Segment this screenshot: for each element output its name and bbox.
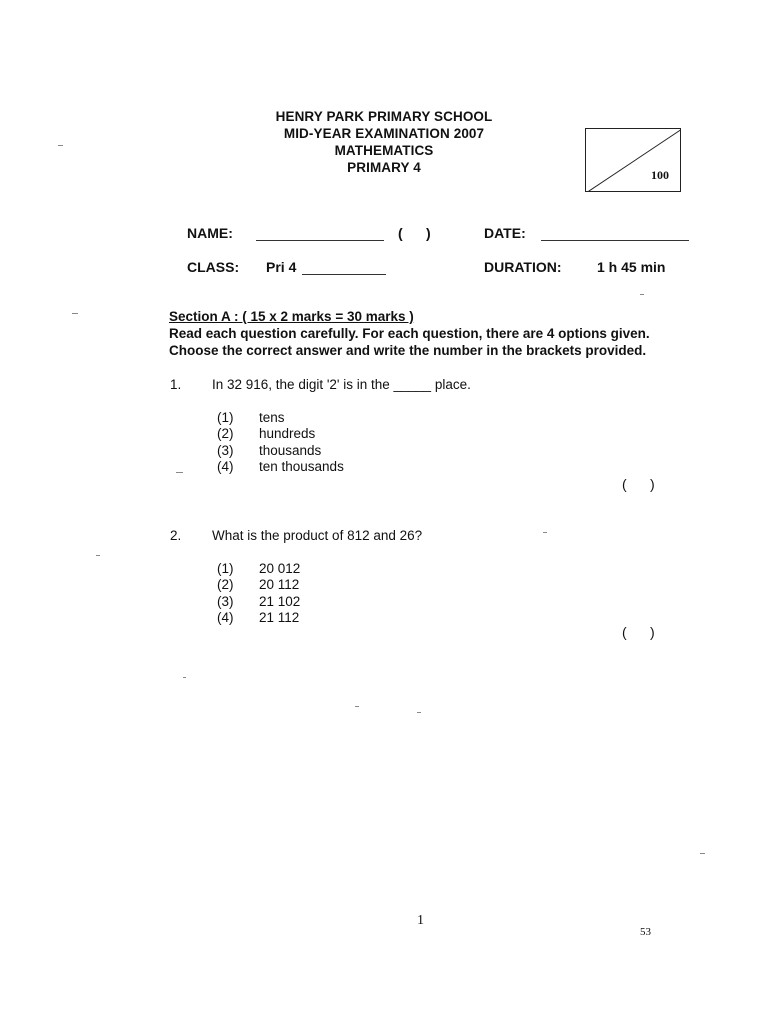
exam-title: MID-YEAR EXAMINATION 2007 [283, 126, 485, 141]
question-2-text: What is the product of 812 and 26? [212, 528, 423, 543]
scan-page-number: 53 [640, 926, 651, 938]
question-1-number: 1. [170, 377, 182, 392]
duration-value: 1 h 45 min [597, 259, 666, 275]
date-field[interactable] [541, 240, 689, 241]
scan-speck [700, 853, 705, 854]
q1-option-num: (2) [217, 426, 234, 441]
q1-option-num: (4) [217, 459, 234, 474]
q2-answer-bracket[interactable]: ( ) [622, 624, 655, 640]
school-name: HENRY PARK PRIMARY SCHOOL [275, 109, 493, 124]
q1-option-text: thousands [259, 443, 322, 458]
name-field[interactable] [256, 240, 384, 241]
q2-option-num: (4) [217, 610, 234, 625]
q1-option-text: tens [259, 410, 285, 425]
scan-speck [355, 706, 359, 707]
scan-speck [176, 472, 183, 473]
level-title: PRIMARY 4 [347, 160, 421, 175]
question-1-text: In 32 916, the digit '2' is in the _____ place. [212, 377, 471, 392]
q2-option-num: (3) [217, 594, 234, 609]
q1-option-text: hundreds [259, 426, 316, 441]
scan-speck [96, 555, 100, 556]
q1-answer-bracket[interactable]: ( ) [622, 476, 655, 492]
q1-option-num: (3) [217, 443, 234, 458]
question-2-number: 2. [170, 528, 182, 543]
class-field[interactable] [302, 274, 386, 275]
scan-speck [183, 677, 186, 678]
q2-option-text: 20 012 [259, 561, 301, 576]
scan-speck [543, 532, 547, 533]
q2-option-num: (1) [217, 561, 234, 576]
q1-option-num: (1) [217, 410, 234, 425]
class-value: Pri 4 [266, 259, 297, 275]
scan-speck [58, 145, 63, 146]
q2-option-num: (2) [217, 577, 234, 592]
q1-option-text: ten thousands [259, 459, 344, 474]
name-label: NAME: [187, 225, 233, 241]
subject-title: MATHEMATICS [334, 143, 434, 158]
class-label: CLASS: [187, 259, 240, 275]
scan-speck [640, 294, 644, 295]
index-bracket[interactable]: ( ) [398, 225, 431, 241]
section-title: Section A : ( 15 x 2 marks = 30 marks ) [169, 309, 414, 324]
q2-option-text: 20 112 [259, 577, 300, 592]
instruction-line-2: Choose the correct answer and write the number in the brackets provided. [169, 343, 647, 358]
q2-option-text: 21 102 [259, 594, 301, 609]
scan-speck [417, 712, 421, 713]
page-number: 1 [417, 913, 424, 928]
score-box [585, 128, 681, 192]
duration-label: DURATION: [484, 259, 562, 275]
instruction-line-1: Read each question carefully. For each question, there are 4 options given. [169, 326, 650, 341]
date-label: DATE: [484, 225, 526, 241]
score-total: 100 [651, 168, 669, 182]
q2-option-text: 21 112 [259, 610, 300, 625]
scan-speck [72, 313, 78, 314]
